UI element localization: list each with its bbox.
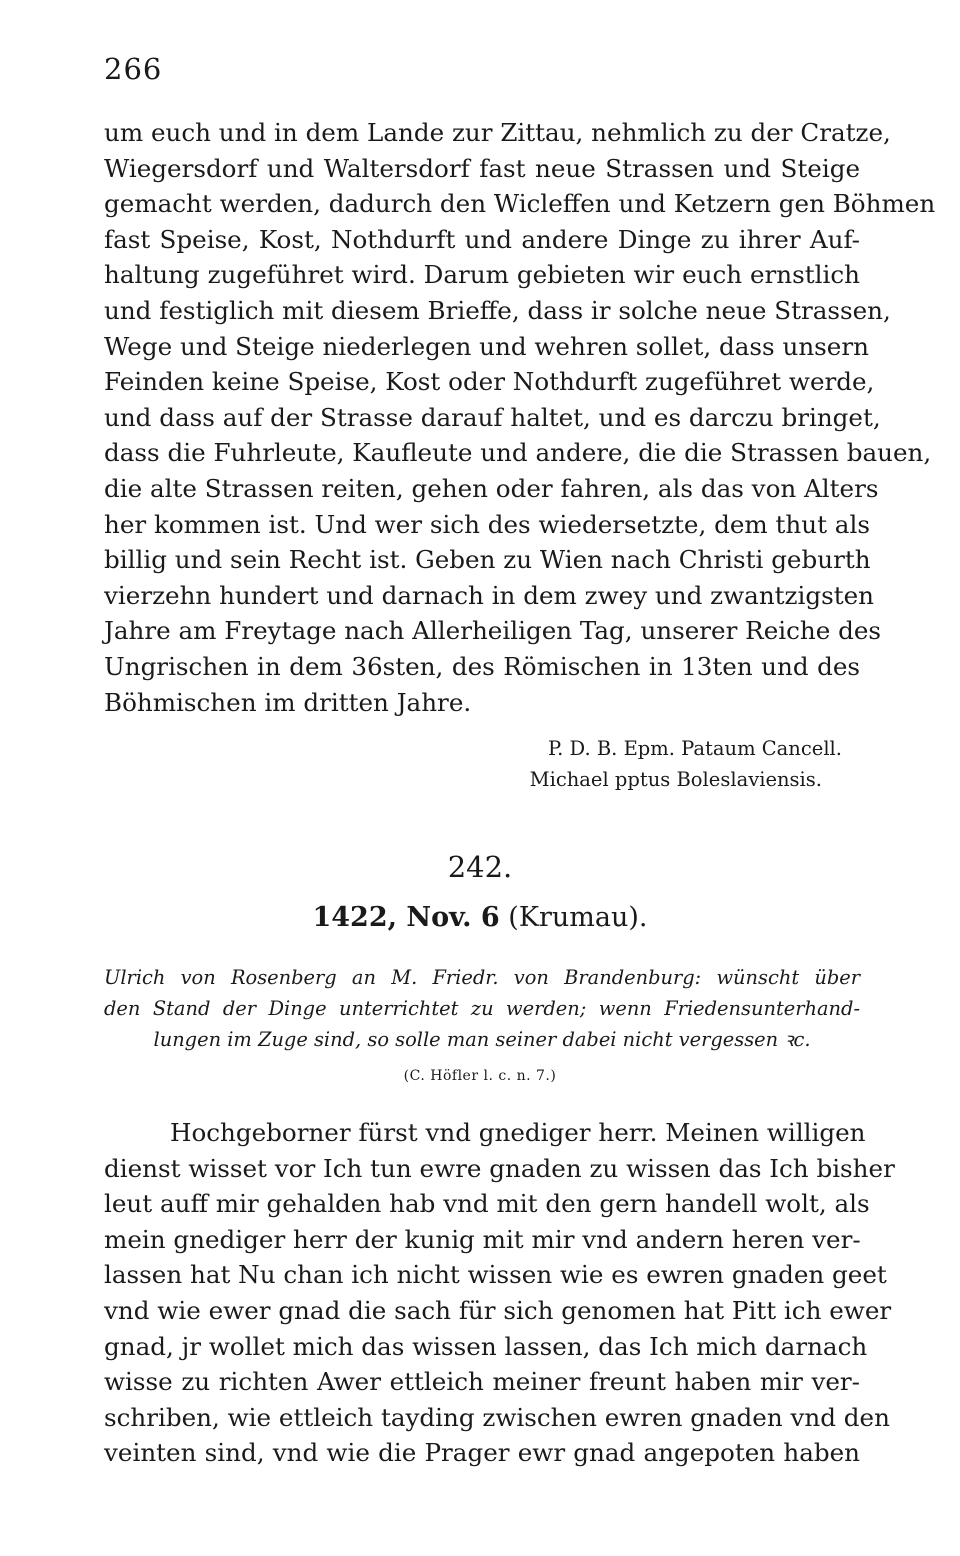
document-date-heading: [0, 902, 960, 933]
text-line: Feinden keine Speise, Kost oder Nothdurft zugeführet werde,: [104, 367, 875, 397]
text-line: billig und sein Recht ist. Geben zu Wien nach Christi geburth: [104, 545, 871, 575]
letter-text: [104, 1115, 895, 1471]
text-line: her kommen ist. Und wer sich des wiedersetzte, dem thut als: [104, 509, 870, 539]
text-line: Wiegersdorf und Waltersdorf fast neue Strassen und Steige: [104, 153, 860, 183]
text-line: vierzehn hundert und darnach in dem zwey und zwantzigsten: [104, 580, 875, 610]
summary-line: lungen im Zuge sind, so solle man seiner dabei nicht vergessen ꝛc.: [153, 1028, 811, 1051]
text-line: dass die Fuhrleute, Kaufleute und andere, die die Strassen bauen,: [104, 438, 932, 468]
text-line: gemacht werden, dadurch den Wicleffen und Ketzern gen Böhmen: [104, 189, 936, 219]
summary-line: den Stand der Dinge unterrichtet zu werden; wenn Friedensunterhand-: [104, 997, 860, 1020]
page-number: 266: [104, 52, 163, 86]
text-line: leut auff mir gehalden hab vnd mit den gern handell wolt, als: [104, 1189, 870, 1219]
text-line: lassen hat Nu chan ich nicht wissen wie es ewren gnaden geet: [104, 1260, 887, 1290]
text-line: Wege und Steige niederlegen und wehren sollet, dass unsern: [104, 331, 869, 361]
text-line: mein gnediger herr der kunig mit mir vnd andern heren ver-: [104, 1224, 861, 1254]
text-line: Jahre am Freytage nach Allerheiligen Tag, unserer Reiche des: [104, 616, 882, 646]
source-citation: (C. Höfler l. c. n. 7.): [403, 1068, 557, 1084]
signature-block: [530, 733, 842, 795]
text-line: gnad, jr wollet mich das wissen lassen, das Ich mich darnach: [104, 1331, 868, 1361]
document-place: (Krumau).: [508, 902, 648, 933]
document-date: 1422, Nov. 6: [312, 902, 500, 933]
text-line: fast Speise, Kost, Nothdurft und andere Dinge zu ihrer Auf-: [104, 224, 860, 254]
text-line: die alte Strassen reiten, gehen oder fahren, als das von Alters: [104, 473, 879, 503]
text-line: und dass auf der Strasse darauf haltet, und es darczu bringet,: [104, 402, 881, 432]
summary-line: Ulrich von Rosenberg an M. Friedr. von Brandenburg: wünscht über: [104, 966, 860, 989]
text-line: Böhmischen im dritten Jahre.: [104, 687, 472, 717]
signature-line: P. D. B. Epm. Pataum Cancell.: [547, 737, 842, 760]
text-line: um euch und in dem Lande zur Zittau, nehmlich zu der Cratze,: [104, 118, 891, 147]
text-line: Hochgeborner fürst vnd gnediger herr. Meinen willigen: [170, 1118, 866, 1147]
previous-document-text: [104, 115, 936, 720]
text-line: vnd wie ewer gnad die sach für sich genomen hat Pitt ich ewer: [104, 1295, 892, 1325]
text-line: wisse zu richten Awer ettleich meiner freunt haben mir ver-: [104, 1367, 860, 1397]
text-line: haltung zugeführet wird. Darum gebieten wir euch ernstlich: [104, 260, 860, 290]
text-line: dienst wisset vor Ich tun ewre gnaden zu wissen das Ich bisher: [104, 1153, 895, 1183]
document-summary: [104, 962, 860, 1055]
signature-line: Michael pptus Boleslaviensis.: [529, 768, 822, 791]
text-line: Ungrischen in dem 36sten, des Römischen in 13ten und des: [104, 651, 860, 681]
document-number: 242.: [447, 850, 513, 884]
text-line: schriben, wie ettleich tayding zwischen ewren gnaden vnd den: [104, 1402, 890, 1432]
text-line: veinten sind, vnd wie die Prager ewr gnad angepoten haben: [104, 1438, 860, 1468]
text-line: und festiglich mit diesem Brieffe, dass ir solche neue Strassen,: [104, 295, 891, 325]
